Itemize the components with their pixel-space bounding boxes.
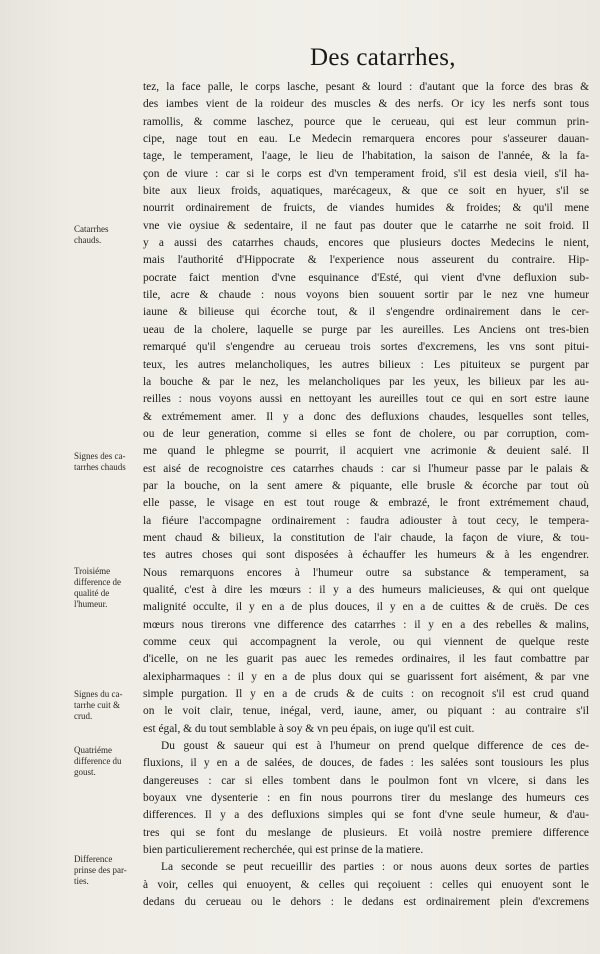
margin-note-line: Difference <box>74 854 113 864</box>
text-line: me quand le phlegme se pourrit, il acquiert vne acrimonie & deuient salé. Il <box>143 445 589 458</box>
text-line: vne vie oysiue & sedentaire, il ne faut pas douter que le catarrhe ne soit froid. Il <box>143 219 589 232</box>
text-line: La seconde se peut recueillir des parties : or nous auons deux sortes de parties <box>161 861 589 874</box>
text-line: bien particulierement recherchée, qui est prinse de la matiere. <box>143 844 424 857</box>
margin-note-signes-catarrhes-chauds <box>74 451 140 473</box>
text-line: teux, les autres melancholiques, les autres bilieux : Les pituiteux se purgent par <box>143 358 589 371</box>
margin-note-line: tarrhe cuit & <box>74 700 120 710</box>
text-line: est aisé de recognoistre ces catarrhes chauds : car si l'humeur passe par le palais & <box>143 462 589 475</box>
text-line: qualité, c'est à dire les mœurs : il y a des humeurs malicieuses, & qui ont quelque <box>143 583 589 596</box>
margin-note-signes-cuit-crud <box>74 689 140 722</box>
text-line: çon de viure : car si le corps est d'vn temperament froid, s'il est desia vieil, s'il ha- <box>143 167 589 180</box>
margin-note-line: Catarrhes <box>74 224 109 234</box>
text-line: alexipharmaques : il y en a de plus doux qui se guarissent fort aisément, & par vne <box>143 670 589 683</box>
text-line: fluxions, il y en a de salées, de douces, de fades : les salées sont tousiours les plus <box>143 757 589 770</box>
margin-note-line: qualité de <box>74 588 110 598</box>
text-line: boyaux vne dysenterie : en fin nous pourrons tirer du meslange des humeurs ces <box>143 792 589 805</box>
margin-note-line: l'humeur. <box>74 599 108 609</box>
text-line: remarqué qu'il s'engendre au cerueau trois sortes d'excremens, les vns sont pitui- <box>143 341 589 354</box>
margin-note-line: Signes des ca- <box>74 451 126 461</box>
text-line: tez, la face palle, le corps lasche, pesant & lourd : d'autant que la force des bras & <box>143 81 589 93</box>
margin-note-line: Signes du ca- <box>74 689 123 699</box>
text-line: y a aussi des catarrhes chauds, encores que plusieurs doctes Medecins le nient, <box>143 237 589 250</box>
text-line: Nous remarquons encores à l'humeur outre sa substance & temperament, sa <box>143 566 589 579</box>
text-line: Du goust & saueur qui est à l'humeur on prend quelque difference de ces de- <box>161 740 589 753</box>
text-line: ueau de la cholere, laquelle se purge par les aureilles. Les Anciens ont tres-bien <box>143 323 589 336</box>
text-line: est égal, & du tout semblable à soy & vn peu épais, on iuge qu'il est cuit. <box>143 722 475 735</box>
text-line: mais l'authorité d'Hippocrate & l'experience nous asseurent du contraire. Hip- <box>143 254 589 267</box>
text-line: nourrit ordinairement de fruicts, de viandes humides & froides; & qu'il mene <box>143 202 589 215</box>
text-line: la bouche & par le nez, les melancholiques par les yeux, les bilieux par les au- <box>143 375 589 388</box>
text-line: elle passe, le visage en est tout rouge & embrazé, le front extrémement chaud, <box>143 497 589 510</box>
margin-note-line: tarrhes chauds <box>74 462 126 472</box>
text-line: cipe, nage tout en eau. Le Medecin remarquera encores pour s'asseurer dauan- <box>143 133 589 146</box>
text-line: malignité occulte, il y en a de plus douces, il y en a de cuittes & de cruës. De ces <box>143 601 589 614</box>
text-line: pocrate faict mention d'vne esquinance d'Esté, qui vient d'vne defluxion sub- <box>143 271 589 284</box>
text-line: tage, le temperament, l'aage, le lieu de l'habitation, la saison de l'année, & la fa- <box>143 150 589 163</box>
text-line: par la bouche, on la sent amere & piquante, elle brusle & écorche par tout où <box>143 479 589 492</box>
margin-note-line: goust. <box>74 767 96 777</box>
text-line: & extrémement amer. Il y a donc des defluxions chaudes, lesquelles sont telles, <box>143 410 589 423</box>
text-line: tile, acre & chaude : nous voyons bien souuent sortir par le nez vne humeur <box>143 289 589 302</box>
margin-note-troisieme-difference <box>74 566 140 610</box>
text-line: tres qui se font du meslange de plusieurs. Et voilà nostre premiere difference <box>143 826 589 839</box>
margin-note-line: chauds. <box>74 235 102 245</box>
text-line: la fiéure l'accompagne ordinairement : faudra adiouster à tout cecy, le tempera- <box>143 514 589 527</box>
text-line: on le voit clair, tenue, inégal, verd, iaune, amer, ou piquant : au contraire s'il <box>143 705 589 718</box>
text-line: tes autres choses qui sont disposées à échauffer les humeurs & à les engendrer. <box>143 549 589 562</box>
running-title: Des catarrhes, <box>310 44 456 71</box>
margin-note-difference-parties <box>74 854 140 887</box>
text-line: dangereuses : car si elles tombent dans le poulmon font vn vlcere, si dans les <box>143 774 589 787</box>
text-line: ramollis, & comme laschez, pource que le cerueau, qui est leur commun prin- <box>143 115 589 128</box>
margin-note-quatrieme-difference <box>74 745 140 778</box>
text-line: mœurs nous tirerons vne difference des catarrhes : il y en a des rebelles & malins, <box>143 618 589 631</box>
margin-note-line: Troisiéme <box>74 566 111 576</box>
text-line: dedans du cerueau ou le dehors : le dedans est ordinairement plein d'excremens <box>143 896 589 909</box>
margin-note-line: difference de <box>74 577 122 587</box>
text-line: ment chaud & bilieux, la constitution de l'air chaude, la façon de viure, & tou- <box>143 531 589 544</box>
text-line: ou de leur generation, comme si elles se font de cholere, ou par corruption, com- <box>143 427 589 440</box>
text-line: simple purgation. Il y en a de cruds & de cuits : on recognoit s'il est crud quand <box>143 688 589 701</box>
text-line: iaune & bilieuse qui écorche tout, & il s'engendre ordinairement dans le cer- <box>143 306 589 319</box>
text-line: reilles : nous voyons aussi en nettoyant les aureilles tout ce qui en sort estre iaune <box>143 393 589 406</box>
text-line: des iambes vient de la roideur des muscles & des nerfs. Or icy les nerfs sont tous <box>143 98 589 111</box>
margin-note-line: difference du <box>74 756 122 766</box>
text-line: bite aux lieux froids, aquatiques, marécageux, & que ce soit en hyuer, s'il se <box>143 185 589 198</box>
text-line: d'icelle, on ne les guarit pas auec les remedes ordinaires, il les faut combattre par <box>143 653 589 666</box>
margin-note-catarrhes-chauds <box>74 224 140 246</box>
text-line: à voir, celles qui enuoyent, & celles qui reçoiuent : celles qui enuoyent sont le <box>143 878 589 891</box>
margin-note-line: crud. <box>74 711 93 721</box>
margin-note-line: Quatriéme <box>74 745 112 755</box>
body-text <box>143 79 589 912</box>
text-line: differences. Il y a des defluxions simples qui se font d'vne seule humeur, & d'au- <box>143 809 589 822</box>
margin-note-line: ties. <box>74 876 89 886</box>
text-line: comme ceux qui accompagnent la verole, ou qui viennent de quelque reste <box>143 636 589 648</box>
margin-note-line: prinse des par- <box>74 865 127 875</box>
